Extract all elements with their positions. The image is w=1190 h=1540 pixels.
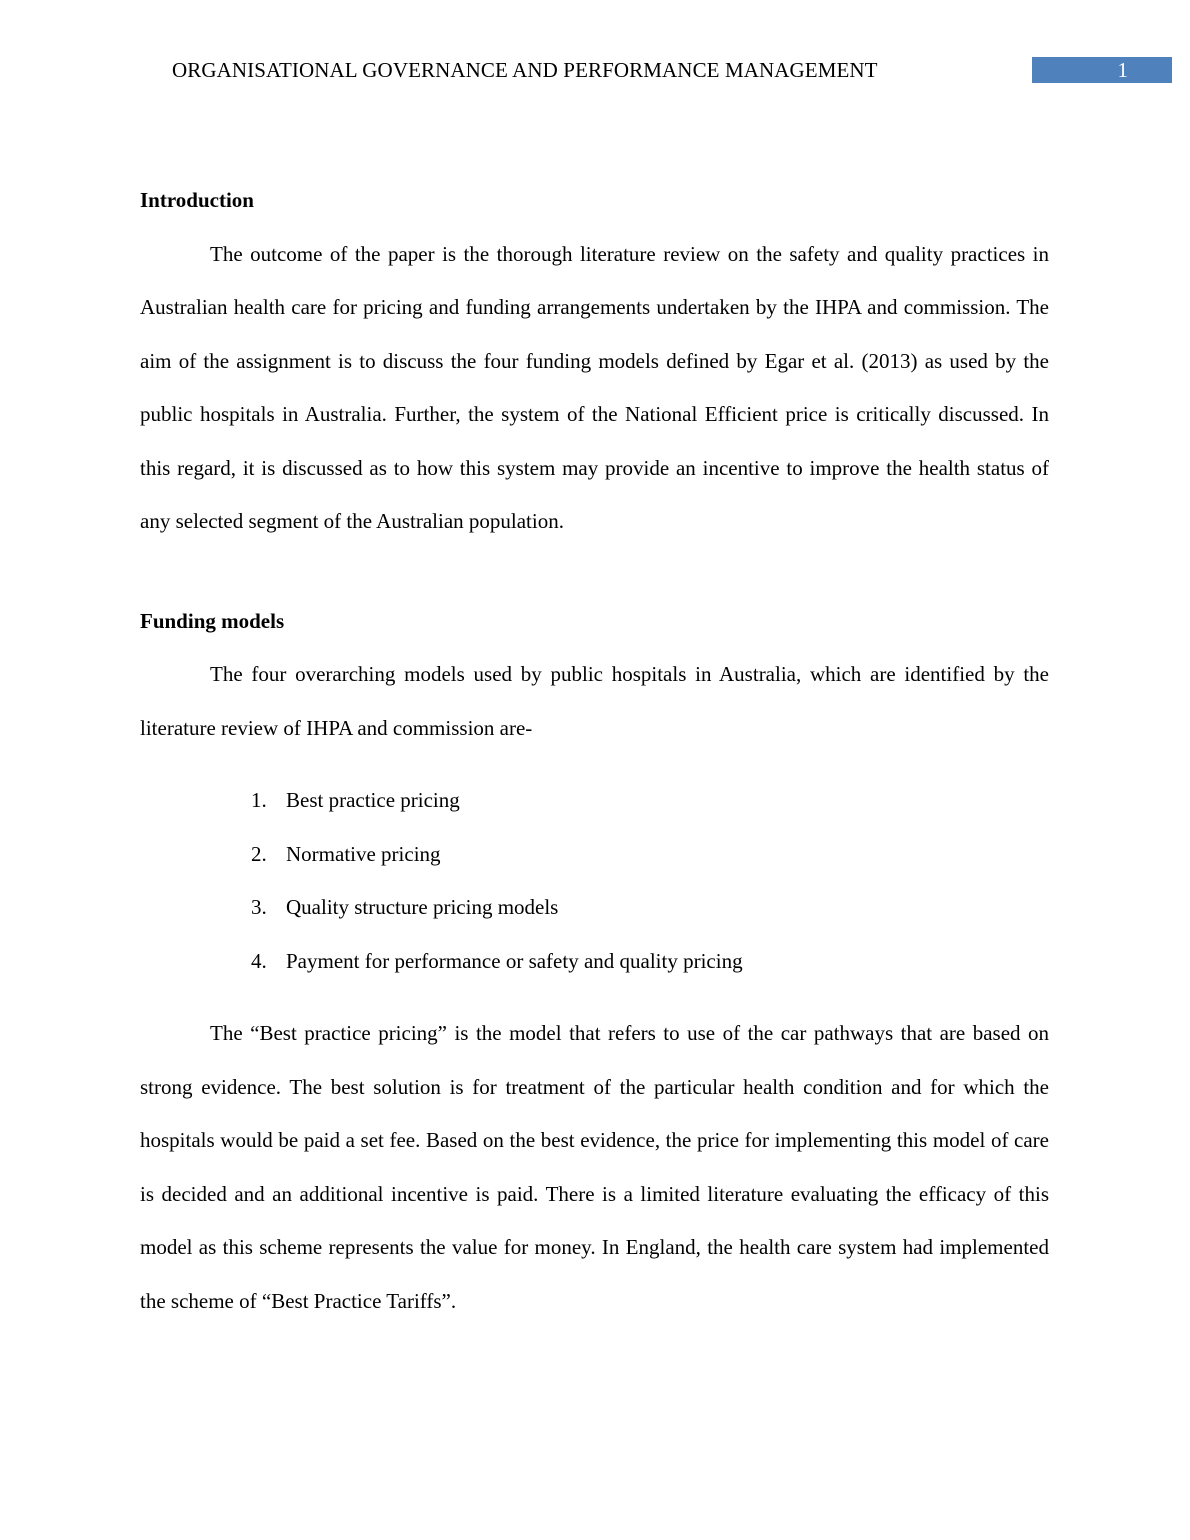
list-item-number: 2.	[251, 841, 267, 866]
heading-introduction: Introduction	[140, 188, 254, 212]
introduction-paragraph: The outcome of the paper is the thorough literature review on the safety and quality practices in Australian health care for pricing and funding arrangements undertaken by the IHPA and commission. The aim of the assignment is to discuss the four funding models defined by Egar et al. (2013) as used by the public hospitals in Australia. Further, the system of the National Efficient price is critically discussed. In this regard, it is discussed as to how this system may provide an incentive to improve the health status of any selected segment of the Australian population.	[140, 241, 1049, 533]
list-item	[140, 828, 1049, 882]
list-item	[140, 774, 1049, 828]
funding-models-intro-paragraph: The four overarching models used by public hospitals in Australia, which are identified by the literature review of IHPA and commission are-	[140, 662, 1049, 740]
funding-models-list	[140, 774, 1049, 988]
list-item	[140, 881, 1049, 935]
list-item-number: 4.	[251, 948, 267, 973]
heading-funding-models: Funding models	[140, 608, 285, 633]
list-item-text: Payment for performance or safety and quality pricing	[286, 948, 743, 973]
running-header-title: ORGANISATIONAL GOVERNANCE AND PERFORMANCE MANAGEMENT	[172, 58, 878, 82]
list-item-text: Normative pricing	[286, 841, 441, 866]
page-number: 1	[1117, 58, 1128, 82]
document-body	[140, 174, 1049, 1328]
list-item-text: Quality structure pricing models	[286, 895, 559, 919]
list-item-text: Best practice pricing	[286, 788, 460, 812]
page-number-badge	[1032, 57, 1172, 83]
list-item-number: 3.	[251, 895, 267, 919]
best-practice-pricing-paragraph: The “Best practice pricing” is the model that refers to use of the car pathways that are based on strong evidence. The best solution is for treatment of the particular health condition and for which the hospitals would be paid a set fee. Based on the best evidence, the price for implementing this model of care is decided and an additional incentive is paid. There is a limited literature evaluating the efficacy of this model as this scheme represents the value for money. In England, the health care system had implemented the scheme of “Best Practice Tariffs”.	[140, 1021, 1049, 1313]
list-item-number: 1.	[251, 788, 267, 812]
list-item	[140, 935, 1049, 989]
section-spacer	[140, 549, 1049, 595]
